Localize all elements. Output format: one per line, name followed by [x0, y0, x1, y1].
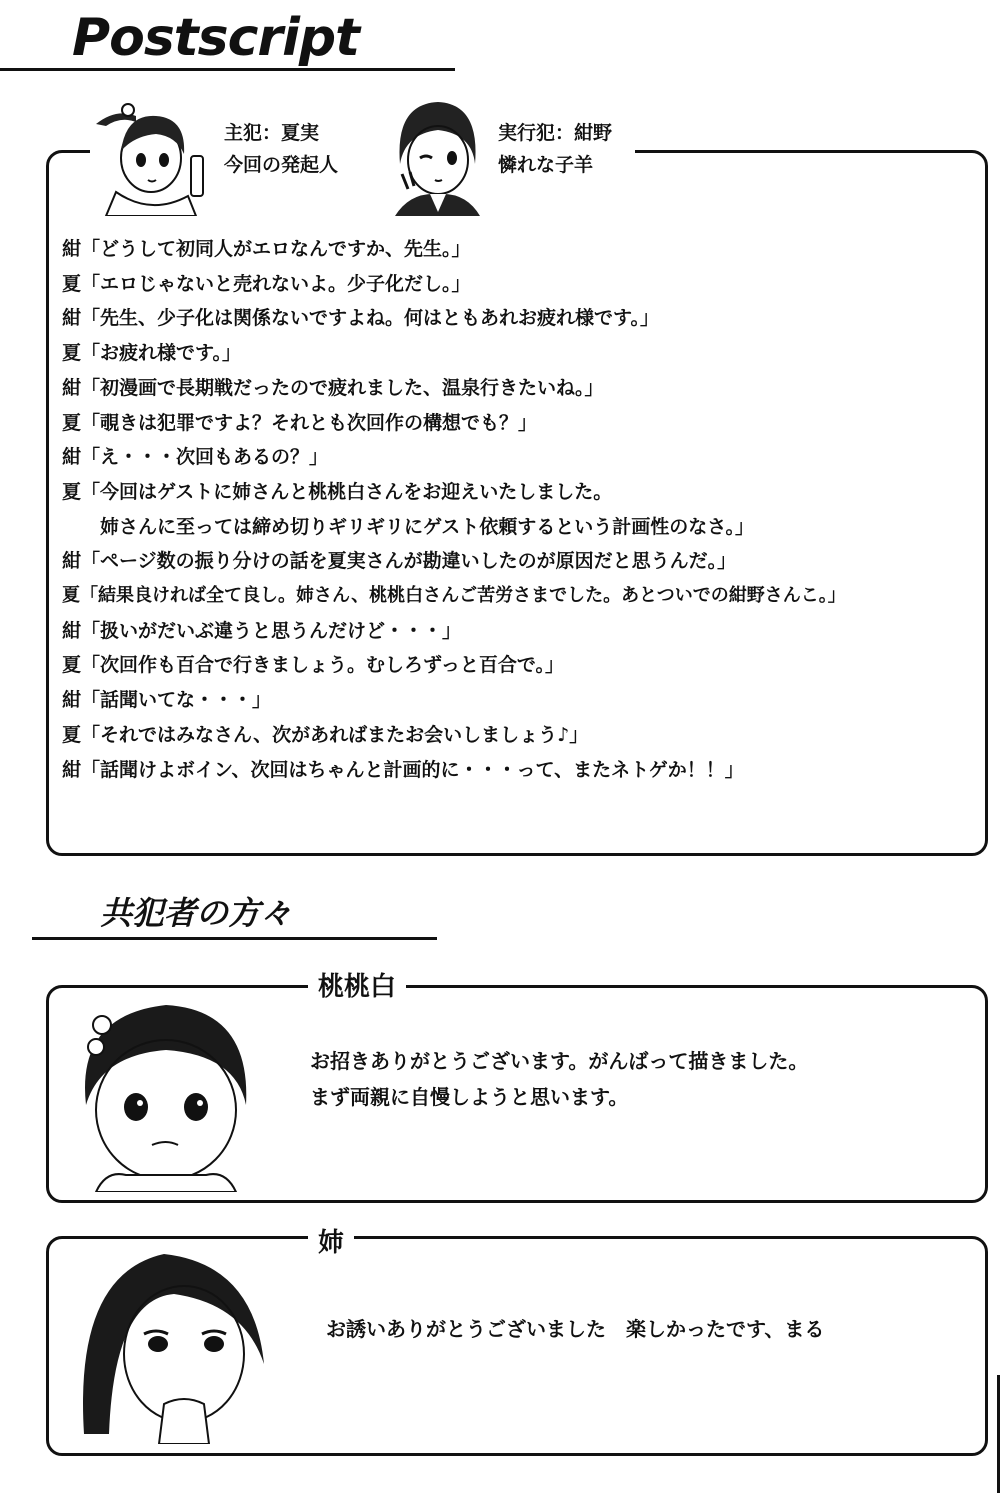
- title-underline: [0, 68, 455, 71]
- dialogue-line: 紺「え・・・次回もあるの？」: [62, 446, 329, 469]
- character-2-desc: 憐れな子羊: [498, 154, 594, 176]
- guest-2-message-line: お誘いありがとうございました 楽しかったです、まる: [326, 1317, 825, 1341]
- dialogue-line: 夏「それではみなさん、次があればまたお会いしましょう♪」: [62, 723, 589, 746]
- dialogue-list: [62, 232, 982, 787]
- natsumi-portrait: [96, 96, 216, 216]
- page-title: Postscript: [72, 8, 359, 68]
- character-1-desc: 今回の発起人: [224, 154, 339, 176]
- dialogue-line: 紺「ページ数の振り分けの話を夏実さんが勘違いしたのが原因だと思うんだ。」: [62, 550, 737, 573]
- dialogue-line: 夏「次回作も百合で行きましょう。むしろずっと百合で。」: [62, 654, 564, 677]
- dialogue-line: 夏「エロじゃないと売れないよ。少子化だし。」: [62, 272, 471, 295]
- guest-name-2: 姉: [308, 1222, 354, 1259]
- guest-1-illustration: [66, 995, 261, 1192]
- section-title: 共犯者の方々: [100, 894, 293, 932]
- dialogue-line: 姉さんに至っては締め切りギリギリにゲスト依頼するという計画性のなさ。」: [62, 515, 754, 538]
- guest-2-illustration: [74, 1244, 270, 1444]
- section-underline: [32, 937, 437, 940]
- dialogue-line: 夏「お疲れ様です。」: [62, 342, 241, 365]
- character-1-role: 主犯：夏実: [224, 122, 320, 144]
- dialogue-line: 夏「結果良ければ全て良し。姉さん、桃桃白さんご苦労さまでした。あとついでの紺野さんこ。」: [62, 585, 846, 607]
- konno-portrait: [380, 94, 490, 216]
- dialogue-line: 夏「覗きは犯罪ですよ？それとも次回作の構想でも？」: [62, 411, 538, 434]
- dialogue-line: 夏「今回はゲストに姉さんと桃桃白さんをお迎えいたしました。: [62, 480, 613, 503]
- guest-name-1: 桃桃白: [308, 966, 406, 1003]
- character-2-role: 実行犯：紺野: [498, 122, 613, 144]
- guest-1-message-line: お招きありがとうございます。がんばって描きました。: [310, 1049, 809, 1073]
- dialogue-line: 紺「話聞いてな・・・」: [62, 689, 272, 712]
- dialogue-line: 紺「どうして初同人がエロなんですか、先生。」: [62, 238, 471, 260]
- dialogue-line: 紺「初漫画で長期戦だったので疲れました、温泉行きたいね。」: [62, 376, 604, 399]
- guest-1-message-line: まず両親に自慢しようと思います。: [310, 1085, 629, 1109]
- dialogue-line: 紺「扱いがだいぶ違うと思うんだけど・・・」: [62, 619, 462, 642]
- dialogue-line: 紺「話聞けよボイン、次回はちゃんと計画的に・・・って、またネトゲか！！」: [62, 758, 744, 781]
- dialogue-line: 紺「先生、少子化は関係ないですよね。何はともあれお疲れ様です。」: [62, 307, 659, 330]
